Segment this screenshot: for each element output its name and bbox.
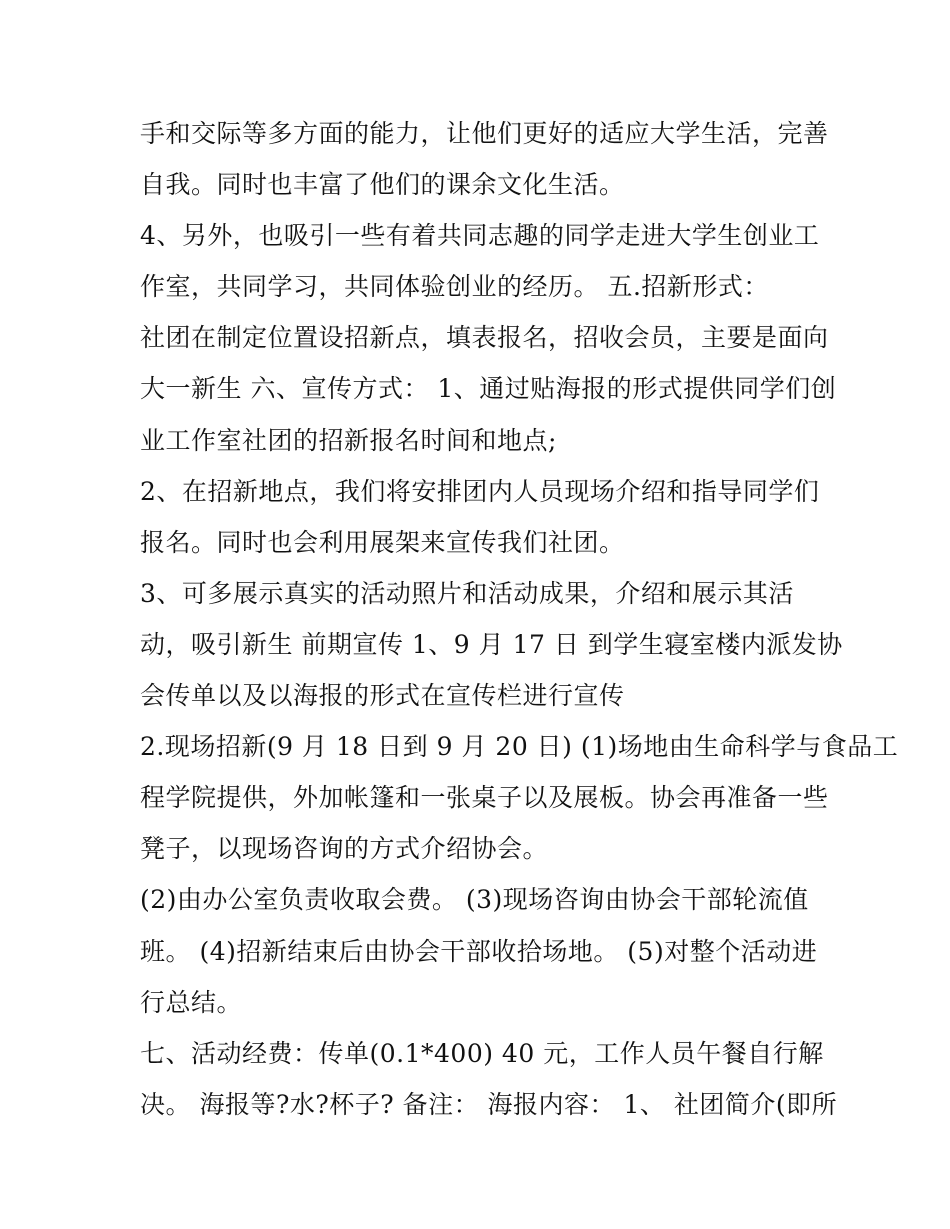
text-line: 4、另外，也吸引一些有着共同志趣的同学走进大学生创业工 xyxy=(140,221,820,251)
text-line: 大一新生 六、宣传方式： 1、通过贴海报的形式提供同学们创 xyxy=(140,374,837,404)
text-line: 社团在制定位置设招新点，填表报名，招收会员，主要是面向 xyxy=(140,323,829,353)
text-line: 自我。同时也丰富了他们的课余文化生活。 xyxy=(140,170,625,200)
text-line: 行总结。 xyxy=(140,987,243,1017)
text-line: 决。 海报等?水?杯子? 备注： 海报内容： 1、 社团简介(即所 xyxy=(140,1089,838,1119)
text-line: 七、活动经费：传单(0.1*400) 40 元，工作人员午餐自行解 xyxy=(140,1038,824,1068)
text-line: 作室，共同学习，共同体验创业的经历。 五.招新形式： xyxy=(140,272,769,302)
text-line: 班。 (4)招新结束后由协会干部收拾场地。 (5)对整个活动进 xyxy=(140,936,818,966)
text-line: 业工作室社团的招新报名时间和地点; xyxy=(140,425,557,455)
text-line: 2、在招新地点，我们将安排团内人员现场介绍和指导同学们 xyxy=(140,476,820,506)
text-line: 报名。同时也会利用展架来宣传我们社团。 xyxy=(140,527,625,557)
text-line: 凳子，以现场咨询的方式介绍协会。 xyxy=(140,834,549,864)
document-body xyxy=(140,108,899,1130)
text-line: 程学院提供，外加帐篷和一张桌子以及展板。协会再准备一些 xyxy=(140,783,829,813)
text-line: (2)由办公室负责收取会费。 (3)现场咨询由协会干部轮流值 xyxy=(140,885,809,915)
text-line: 动，吸引新生 前期宣传 1、9 月 17 日 到学生寝室楼内派发协 xyxy=(140,629,843,659)
text-line: 会传单以及以海报的形式在宣传栏进行宣传 xyxy=(140,681,625,711)
text-line: 2.现场招新(9 月 18 日到 9 月 20 日) (1)场地由生命科学与食品工 xyxy=(140,732,899,762)
text-line: 3、可多展示真实的活动照片和活动成果，介绍和展示其活 xyxy=(140,578,794,608)
text-line: 手和交际等多方面的能力，让他们更好的适应大学生活，完善 xyxy=(140,119,829,148)
